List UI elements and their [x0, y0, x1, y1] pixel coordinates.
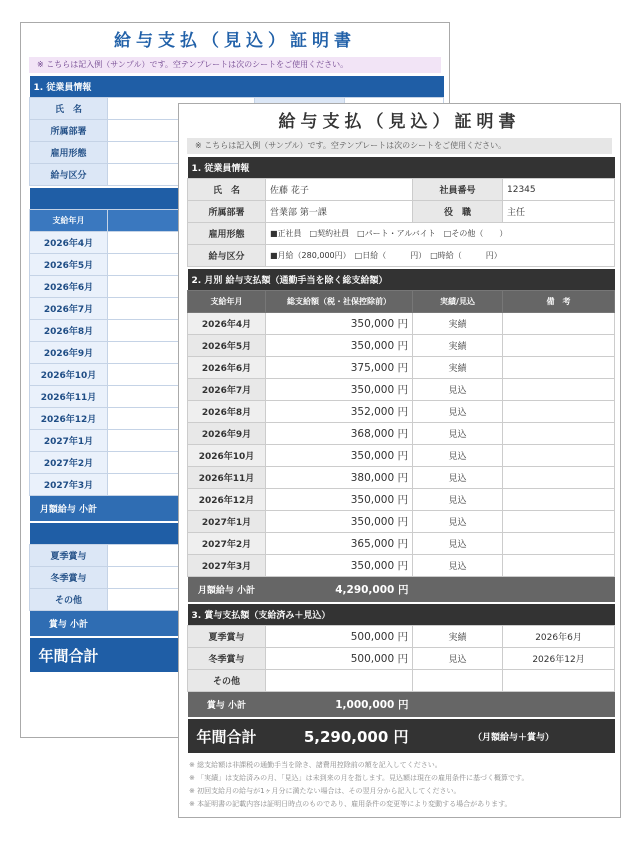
bonus-label: その他	[30, 589, 108, 611]
sample-note: ※ こちらは記入例（サンプル）です。空テンプレートは次のシートをご使用ください。	[187, 138, 612, 154]
status-cell: 実績	[413, 313, 503, 335]
field-label: 役 職	[413, 201, 503, 223]
subtotal-label: 賞与 小計	[188, 692, 266, 718]
amount-cell: 380,000 円	[266, 467, 413, 489]
section-header	[188, 157, 615, 179]
employment-type: ■正社員 □契約社員 □パート・アルバイト □その他（ ）	[266, 223, 615, 245]
column-header: 実績/見込	[413, 291, 503, 313]
month-cell: 2027年3月	[30, 474, 108, 496]
amount-cell: 350,000 円	[266, 511, 413, 533]
subtotal-label: 月額給与 小計	[30, 496, 108, 522]
status-cell: 見込	[413, 489, 503, 511]
info-row	[188, 223, 615, 245]
month-cell: 2026年11月	[188, 467, 266, 489]
info-row	[188, 245, 615, 267]
status-cell: 見込	[413, 555, 503, 577]
remarks-cell	[503, 357, 615, 379]
month-cell: 2027年3月	[188, 555, 266, 577]
bonus-date	[503, 670, 615, 692]
sample-sheet-front[interactable]	[178, 103, 621, 818]
bonus-label: 冬季賞与	[188, 648, 266, 670]
bonus-row	[188, 670, 615, 692]
annual-total-row	[188, 719, 615, 753]
field-label: 所属部署	[30, 120, 108, 142]
month-cell: 2026年9月	[188, 423, 266, 445]
bonus-amount	[266, 670, 413, 692]
bonus-label: 夏季賞与	[188, 626, 266, 648]
bonus-subtotal: 1,000,000 円	[266, 692, 413, 718]
position: 主任	[503, 201, 615, 223]
bonus-status	[413, 670, 503, 692]
annual-label: 年間合計	[188, 719, 266, 753]
month-cell: 2026年12月	[188, 489, 266, 511]
bonus-date: 2026年6月	[503, 626, 615, 648]
table-row	[188, 401, 615, 423]
employee-name: 佐藤 花子	[266, 179, 413, 201]
info-row	[188, 179, 615, 201]
document-title: 給与支払（見込）証明書	[114, 31, 356, 51]
bonus-subtotal-row	[188, 692, 615, 718]
table-row	[188, 555, 615, 577]
remarks-cell	[503, 445, 615, 467]
table-row	[188, 313, 615, 335]
field-label: 給与区分	[188, 245, 266, 267]
blank	[413, 692, 615, 718]
month-cell: 2026年5月	[188, 335, 266, 357]
remarks-cell	[503, 379, 615, 401]
table-row	[188, 423, 615, 445]
amount-cell: 350,000 円	[266, 489, 413, 511]
section-heading: 2. 月別 給与支払額（通勤手当を除く総支給額）	[188, 269, 615, 291]
field-label: 給与区分	[30, 164, 108, 186]
amount-cell: 350,000 円	[266, 313, 413, 335]
month-cell: 2027年2月	[188, 533, 266, 555]
table-row	[188, 489, 615, 511]
subtotal-label: 月額給与 小計	[188, 577, 266, 603]
field-label: 社員番号	[413, 179, 503, 201]
amount-cell: 375,000 円	[266, 357, 413, 379]
remarks-cell	[503, 335, 615, 357]
bonus-date: 2026年12月	[503, 648, 615, 670]
status-cell: 見込	[413, 467, 503, 489]
remarks-cell	[503, 511, 615, 533]
month-cell: 2027年2月	[30, 452, 108, 474]
amount-cell: 352,000 円	[266, 401, 413, 423]
bonus-amount: 500,000 円	[266, 626, 413, 648]
blank	[413, 577, 615, 603]
remarks-cell	[503, 489, 615, 511]
amount-cell: 350,000 円	[266, 555, 413, 577]
column-header: 総支給額（税・社保控除前）	[266, 291, 413, 313]
section-header	[188, 269, 615, 291]
remarks-cell	[503, 423, 615, 445]
month-cell: 2026年7月	[30, 298, 108, 320]
status-cell: 実績	[413, 357, 503, 379]
notes	[189, 759, 610, 811]
annual-label: 年間合計	[30, 638, 108, 672]
note-line: ※ 本証明書の記載内容は証明日時点のものであり、雇用条件の変更等により変動する場合があります。	[189, 800, 512, 808]
month-cell: 2026年8月	[30, 320, 108, 342]
month-cell: 2026年9月	[30, 342, 108, 364]
note-line: ※ 「実績」は支給済みの月、「見込」は未到来の月を指します。見込額は現在の雇用条件に基づく概算です。	[189, 774, 529, 782]
bonus-label: 冬季賞与	[30, 567, 108, 589]
month-cell: 2027年1月	[188, 511, 266, 533]
bonus-row	[188, 626, 615, 648]
document-title: 給与支払（見込）証明書	[278, 112, 521, 132]
subtotal-label: 賞与 小計	[30, 611, 108, 637]
remarks-cell	[503, 467, 615, 489]
info-row	[188, 201, 615, 223]
amount-cell: 350,000 円	[266, 379, 413, 401]
department: 営業部 第一課	[266, 201, 413, 223]
column-header: 支給年月	[30, 210, 108, 232]
field-label: 氏 名	[30, 98, 108, 120]
column-header: 備 考	[503, 291, 615, 313]
bonus-row	[188, 648, 615, 670]
bonus-status: 実績	[413, 626, 503, 648]
bonus-label: その他	[188, 670, 266, 692]
remarks-cell	[503, 555, 615, 577]
note-line: ※ 総支給額は非課税の通勤手当を除き、諸費用控除前の額を記入してください。	[189, 761, 442, 769]
table-row	[188, 335, 615, 357]
month-cell: 2026年10月	[30, 364, 108, 386]
month-cell: 2026年6月	[30, 276, 108, 298]
front-certificate-table	[187, 157, 615, 753]
month-cell: 2026年4月	[188, 313, 266, 335]
remarks-cell	[503, 313, 615, 335]
month-cell: 2026年7月	[188, 379, 266, 401]
field-label: 雇用形態	[30, 142, 108, 164]
month-cell: 2026年5月	[30, 254, 108, 276]
table-row	[188, 357, 615, 379]
bonus-amount: 500,000 円	[266, 648, 413, 670]
month-cell: 2026年8月	[188, 401, 266, 423]
month-cell: 2026年6月	[188, 357, 266, 379]
column-header: 支給年月	[188, 291, 266, 313]
sample-note: ※ こちらは記入例（サンプル）です。空テンプレートは次のシートをご使用ください。	[29, 57, 441, 73]
field-label: 氏 名	[188, 179, 266, 201]
section-heading: 1. 従業員情報	[30, 76, 444, 98]
amount-cell: 368,000 円	[266, 423, 413, 445]
month-cell: 2027年1月	[30, 430, 108, 452]
status-cell: 実績	[413, 335, 503, 357]
month-cell: 2026年11月	[30, 386, 108, 408]
bonus-status: 見込	[413, 648, 503, 670]
table-row	[188, 379, 615, 401]
remarks-cell	[503, 533, 615, 555]
status-cell: 見込	[413, 511, 503, 533]
table-row	[188, 445, 615, 467]
amount-cell: 365,000 円	[266, 533, 413, 555]
field-label: 所属部署	[188, 201, 266, 223]
note-line: ※ 初回支給月の給与が1ヶ月分に満たない場合は、その翌月分から記入してください。	[189, 787, 461, 795]
remarks-cell	[503, 401, 615, 423]
annual-note: （月額給与＋賞与）	[413, 719, 615, 753]
amount-cell: 350,000 円	[266, 335, 413, 357]
table-row	[188, 533, 615, 555]
table-row	[188, 511, 615, 533]
status-cell: 見込	[413, 445, 503, 467]
section-heading: 3. 賞与支払額（支給済み＋見込）	[188, 604, 615, 626]
field-label: 雇用形態	[188, 223, 266, 245]
status-cell: 見込	[413, 379, 503, 401]
status-cell: 見込	[413, 423, 503, 445]
section-heading: 1. 従業員情報	[188, 157, 615, 179]
amount-cell: 350,000 円	[266, 445, 413, 467]
pay-type: ■月給（280,000円） □日給（ 円） □時給（ 円）	[266, 245, 615, 267]
monthly-subtotal-row	[188, 577, 615, 603]
status-cell: 見込	[413, 533, 503, 555]
monthly-subtotal: 4,290,000 円	[266, 577, 413, 603]
section-header	[188, 604, 615, 626]
month-cell: 2026年4月	[30, 232, 108, 254]
column-header-row	[188, 291, 615, 313]
bonus-label: 夏季賞与	[30, 545, 108, 567]
status-cell: 見込	[413, 401, 503, 423]
table-row	[188, 467, 615, 489]
month-cell: 2026年12月	[30, 408, 108, 430]
employee-number: 12345	[503, 179, 615, 201]
annual-total: 5,290,000 円	[266, 719, 413, 753]
month-cell: 2026年10月	[188, 445, 266, 467]
section-header	[30, 76, 444, 98]
